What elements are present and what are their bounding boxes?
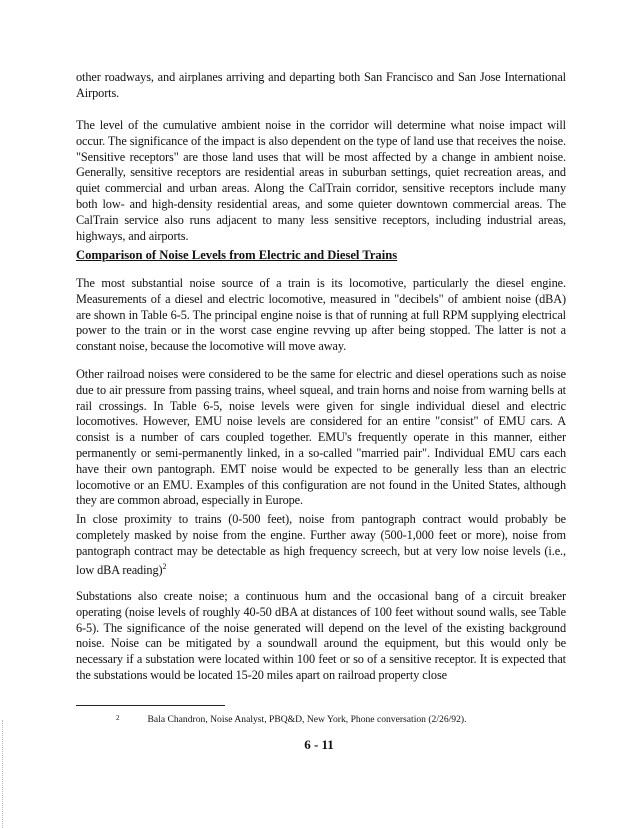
scan-edge-mark: [2, 720, 4, 828]
footnote-reference: 2: [162, 562, 167, 572]
paragraph-sensitive-receptors: The level of the cumulative ambient noise in the corridor will determine what noise impact will occur. The significance of the impact is also dependent on the type of land use that receives the noise. "Sensitive receptors" are those land uses that will be most affected by a change in ambient noise. Generally, sensitive receptors are residential areas in suburban settings, quiet recreation areas, and quiet commercial and urban areas. Along the CalTrain corridor, sensitive receptors include many both low- and high-density residential areas, and some quieter downtown commercial areas. The CalTrain service also runs adjacent to many less sensitive receptors, including industrial areas, highways, and airports.: [76, 118, 566, 243]
footnote-divider: [76, 705, 225, 706]
footnote-text: Bala Chandron, Noise Analyst, PBQ&D, New York, Phone conversation (2/26/92).: [147, 714, 467, 725]
pantograph-text: In close proximity to trains (0-500 feet), noise from pantograph contract would probably be completely masked by noise from the engine. Further away (500-1,000 feet or more), noise from pantograph contract may be detectable as high frequency screech, but at very low noise levels (i.e., low dBA reading): [76, 512, 566, 578]
paragraph-other-railroad-noises: Other railroad noises were considered to be the same for electric and diesel operations such as noise due to air pressure from passing trains, wheel squeal, and train horns and noise from warning bells at rail crossings. In Table 6-5, noise levels were given for single individual diesel and electric locomotives. However, EMU noise levels are considered for an entire "consist" of EMU cars. A consist is a number of cars coupled together. EMU's frequently operate in this manner, either permanently or semi-permanently linked, in a so-called "married pair". Individual EMU cars each have their own pantograph. EMT noise would be expected to be generally less than an electric locomotive or an EMU. Examples of this configuration are not found in the United States, although they are common abroad, especially in Europe.: [76, 367, 566, 508]
page-number: 6 - 11: [304, 737, 334, 752]
footnote: [116, 712, 466, 726]
paragraph-pantograph-noise: [76, 512, 566, 579]
paragraph-continuation: other roadways, and airplanes arriving and departing both San Francisco and San Jose International Airports.: [76, 70, 566, 100]
paragraph-locomotive-noise: The most substantial noise source of a train is its locomotive, particularly the diesel engine. Measurements of a diesel and electric locomotive, measured in "decibels" of ambient noise (dBA) are shown in Table 6-5. The principal engine noise is that of running at full RPM supplying electrical power to the train or in the worst case engine revving up after being stopped. The latter is not a constant noise, because the locomotive will move away.: [76, 276, 566, 354]
paragraph-substations: Substations also create noise; a continuous hum and the occasional bang of a circuit breaker operating (noise levels of roughly 40-50 dBA at distances of 100 feet without sound walls, see Table 6-5). The significance of the noise generated will depend on the level of the existing background noise. Noise can be mitigated by a soundwall around the equipment, but this would only be necessary if a substation were located within 100 feet or so of a sensitive receptor. It is expected that the substations would be located 15-20 miles apart on railroad property close: [76, 589, 566, 682]
section-heading: Comparison of Noise Levels from Electric and Diesel Trains: [76, 248, 398, 262]
footnote-number: 2: [116, 714, 120, 722]
